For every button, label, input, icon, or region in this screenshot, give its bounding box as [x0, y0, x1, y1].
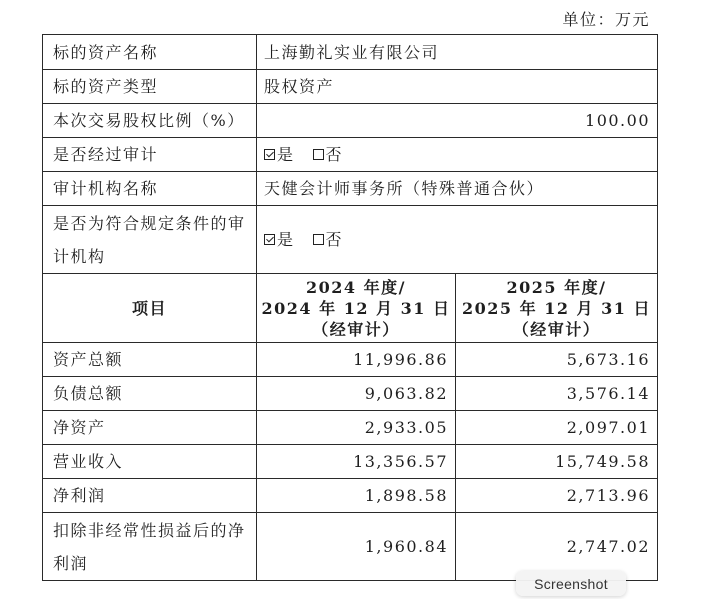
- value-asset-name: 上海勤礼实业有限公司: [257, 35, 658, 70]
- value-2024-net-profit: 1,898.58: [257, 479, 456, 513]
- header-line: 2025 年 12 月 31 日: [462, 298, 651, 318]
- option-yes: [264, 223, 295, 256]
- unit-label: 单位：万元: [562, 10, 650, 29]
- row-label-total-liabilities: 负债总额: [43, 377, 257, 411]
- value-2025-net-assets: 2,097.01: [456, 411, 658, 445]
- option-yes: [264, 138, 295, 171]
- checkbox-checked-icon: [264, 234, 275, 245]
- value-equity-ratio: 100.00: [257, 104, 658, 138]
- checkbox-checked-icon: [264, 149, 275, 160]
- value-2025-total-liabilities: 3,576.14: [456, 377, 658, 411]
- value-asset-type: 股权资产: [257, 70, 658, 104]
- value-2024-adjusted-net-profit: 1,960.84: [257, 513, 456, 581]
- row-label-total-assets: 资产总额: [43, 343, 257, 377]
- option-no: [313, 223, 344, 256]
- value-2025-total-assets: 5,673.16: [456, 343, 658, 377]
- row-label-adjusted-net-profit: 扣除非经常性损益后的净利润: [43, 513, 257, 581]
- checkbox-empty-icon: [313, 149, 324, 160]
- value-2024-total-assets: 11,996.86: [257, 343, 456, 377]
- header-line: 2025 年度/: [506, 277, 607, 297]
- option-no: [313, 138, 344, 171]
- value-audit-firm: 天健会计师事务所（特殊普通合伙）: [257, 172, 658, 206]
- header-period-2024: [257, 274, 456, 343]
- label-asset-type: 标的资产类型: [43, 70, 257, 104]
- header-line: （经审计）: [312, 319, 400, 339]
- checkbox-empty-icon: [313, 234, 324, 245]
- value-audited: [257, 138, 658, 172]
- value-2024-net-assets: 2,933.05: [257, 411, 456, 445]
- header-line: 2024 年度/: [306, 277, 406, 297]
- option-yes-label: 是: [277, 145, 295, 164]
- option-yes-label: 是: [277, 230, 295, 249]
- value-2024-total-liabilities: 9,063.82: [257, 377, 456, 411]
- asset-info-table: [42, 34, 658, 581]
- label-asset-name: 标的资产名称: [43, 35, 257, 70]
- screenshot-thumbnail-label[interactable]: Screenshot: [516, 571, 626, 596]
- value-2025-revenue: 15,749.58: [456, 445, 658, 479]
- row-label-net-profit: 净利润: [43, 479, 257, 513]
- label-qualified-auditor: 是否为符合规定条件的审计机构: [43, 206, 257, 274]
- header-period-2025: [456, 274, 658, 343]
- option-no-label: 否: [325, 145, 344, 164]
- header-line: （经审计）: [512, 319, 601, 339]
- label-audit-firm: 审计机构名称: [43, 172, 257, 206]
- value-2025-adjusted-net-profit: 2,747.02: [456, 513, 658, 581]
- value-2025-net-profit: 2,713.96: [456, 479, 658, 513]
- label-audited: 是否经过审计: [43, 138, 257, 172]
- row-label-net-assets: 净资产: [43, 411, 257, 445]
- option-no-label: 否: [325, 230, 344, 249]
- header-line: 2024 年 12 月 31 日: [261, 298, 451, 318]
- label-equity-ratio: 本次交易股权比例（%）: [43, 104, 257, 138]
- header-item: 项目: [43, 274, 257, 343]
- value-2024-revenue: 13,356.57: [257, 445, 456, 479]
- value-qualified-auditor: [257, 206, 658, 274]
- row-label-revenue: 营业收入: [43, 445, 257, 479]
